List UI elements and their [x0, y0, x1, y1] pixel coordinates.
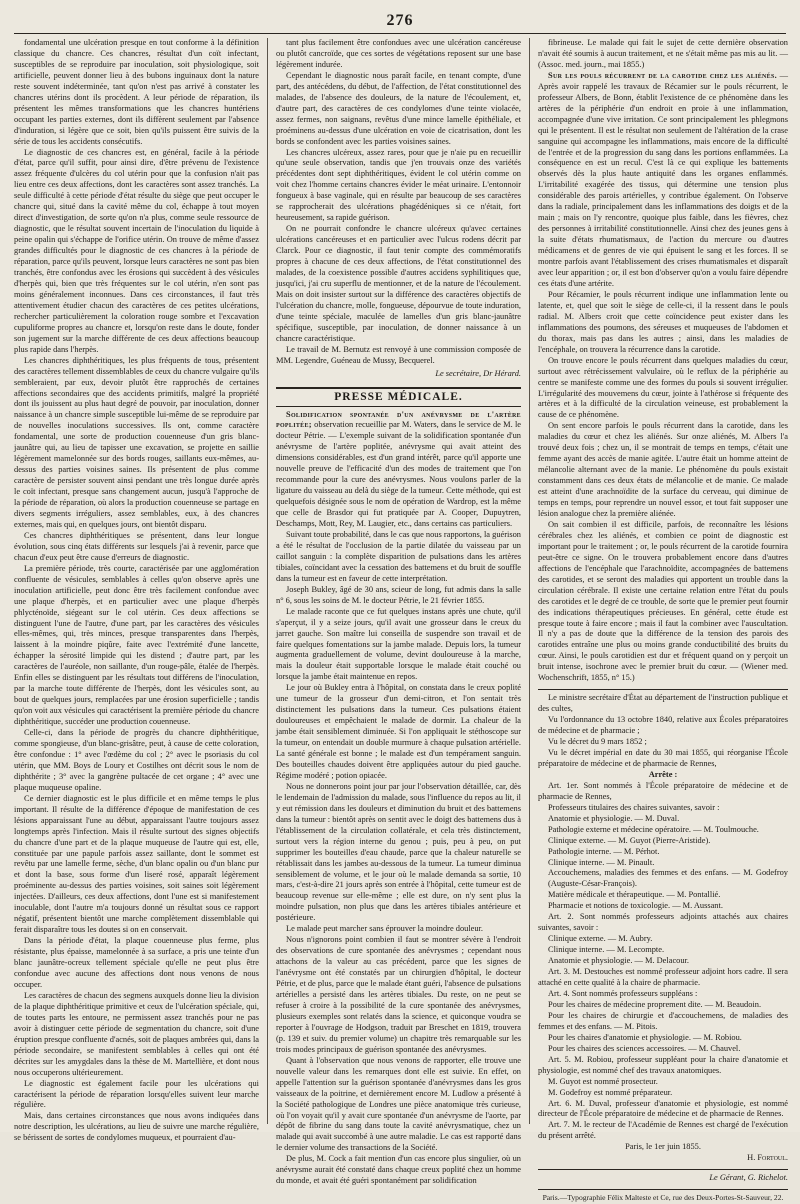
paragraph: Pour les chaires des sciences accessoires. — M. Chauvel.: [548, 1043, 741, 1053]
paragraph: Pour les chaires de chirurgie et d'accouchemens, de maladies des femmes et des enfans. — M. Pitois.: [538, 1010, 788, 1031]
col1-text: [14, 38, 259, 1144]
paragraph: Les chancres ulcéreux, assez rares, pour que je n'aie pu en recueillir qu'une seule observation, tandis que j'en trouvais onze des variétés précédentes dont sept diphthéritiques, évident le col utérin comme on voit chez l'homme certains chancres évider le méat urinaire. L'entonnoir fongueux à base vaginale, qui en résulte par beaucoup de ses caractères se rapprocherait des ulcérations phagédéniques si ce n'était, fort heureusement, sa rapide guérison.: [276, 147, 521, 223]
paragraph: Art. 3. M. Destouches est nommé professeur adjoint hors cadre. Il sera attaché en cette qualité à la chaire de pharmacie.: [538, 967, 788, 988]
paragraph: M. Guyot est nommé prosecteur.: [548, 1076, 658, 1086]
paragraph: Mais, dans certaines circonstances que nous avons indiquées dans notre description, les ulcérations, au lieu de suivre une marche régulière, se bérissent de sortes de condylomes muqueux, et pourraient d'au-: [14, 1111, 259, 1143]
paragraph: Joseph Bukley, âgé de 30 ans, scieur de long, fut admis dans la salle n° 6, sous les soins de M. le docteur Pétrie, le 21 février 1855.: [276, 584, 521, 605]
col3-top-text: [538, 38, 788, 71]
paragraph: Accouchemens, maladies des femmes et des enfans. — M. Godefroy (Auguste-César-François).: [548, 868, 788, 889]
paragraph: Nous ne donnerons point jour par jour l'observation détaillée, car, dès le lendemain de l'admission du malade, sous l'influence du repos au lit, il y eut rémission dans les douleurs et diminution du bruit et des battemens dans la tumeur : bientôt après on sentit avec le doigt des battemens dus à l'établissement de la circulation collatérale, et cela très distinctement, surtout vers la région interne du genou ; puis, peu à peu, on put supprimer les bouteilles d'eau chaude, parce que la chaleur naturelle se rétablissait dans les jambes au-dessous de la tumeur. La tumeur diminua sensiblement de volume, et le jour où le malade demanda sa sortie, 10 mars, c'est-à-dire 21 jours après son entrée à l'hôpital, cette tumeur est de beaucoup revenue sur elle-même ; elle est dure, on n'y sent plus la moindre pulsation, non plus que dans les artères tibiales antérieure et postérieure.: [276, 781, 521, 923]
column-divider-2: [529, 38, 530, 1124]
paragraph: La première période, très courte, caractérisée par une agglomération confluente de vésicules, semblables à celles qu'on observe après une inoculation artificielle, peut donc être très facilement confondue avec une plaque d'herpès, et en particulier avec une plaque d'herpès phlycténoïde, siégeant sur le col utérin. Ces deux affections se distinguent l'une de l'autre, d'une part, par les caractères des vésicules elles-mêmes, qui, très minces, presque transparentes dans l'herpès, laissent à la moindre piqûre, faite avec l'extrémité d'une lancette, échapper la sérosité limpide qui les distend ; d'autre part, par les caractères de l'auréole, non saillante, d'un rouge-pâle, étalée de l'herpès. Enfin elles se distinguent par les résultats tout différens de l'inoculation, par la marche toute différente de l'herpès, dont les vésicules sont, au bout de quelques jours, remplacées par une érosion superficielle ; tandis qu'on voit aux vésicules qui caractérisent la première période du chancre diphthéritique, succéder une production couenneuse.: [14, 563, 259, 727]
paragraph: Art. 6. M. Duval, professeur d'anatomie et physiologie, est nommé directeur de l'École préparatoire de médecine et de pharmacie de Rennes.: [538, 1098, 788, 1119]
decree-art1: Art. 1er. Sont nommés à l'École préparatoire de médecine et de pharmacie de Rennes,: [538, 780, 788, 801]
paragraph: Vu le décret du 9 mars 1852 ;: [548, 737, 647, 747]
col2-top-text: [276, 38, 521, 367]
article2-heading: Sur les pouls récurrent de la carotide chez les aliénés.: [548, 70, 777, 80]
column-2: [276, 38, 522, 1186]
article1-first: observation recueillie par M. Waters, dans le service de M. le docteur Pétrie. — L'exemple suivant de la solidification spontanée d'un anévrysme de l'artère poplitée, anévrysme qui avait atteint des dimensions considérables, est d'un grand intérêt, parce qu'il apporte une nouvelle preuve de l'efficacité d'un des modes de traitement que l'on recommande pour la cure des anévrysmes. Nous voulons parler de la ligature du vaisseau au delà du siège de la tumeur. Cette méthode, qui est quelquefois désignée sous le nom de opération de Wardrop, est la même que celle de Brasdor qui fut pratiquée par A. Cooper, Dupuytren, Deschamps, Mott, Rey, M. Laugier, etc., dans certains cas particuliers.: [276, 420, 522, 529]
paragraph: Ce dernier diagnostic est le plus difficile et en même temps le plus important. Il résulte de la différence d'époque de manifestation de ces lésions apparaissant l'une au début, apparaissant l'autre toujours assez longtemps après l'infection. Mais il résulte surtout des signes objectifs du chancre d'une part et de la plaque muqueuse de l'autre qui est, elle, constituée par une papule parfois assez saillante, dont le sommet est revêtu par une lamelle ferme, sèche, d'un blanc opalin ou d'un blanc pur et dont la base, sous forme d'un liseré rosé, apparaît légèrement proéminente au-dessus des parties voisines, soit saines soit légèrement injectées. D'ailleurs, ces deux affections, dont l'une est si manifestement inoculable, dont l'autre m'a toujours donné un résultat sous ce rapport négatif, présentent bientôt une marche complètement dissemblable qui ferait disparaître tous les doutes si on en conservait.: [14, 793, 259, 935]
article1-lead: [276, 410, 521, 530]
paragraph: Le diagnostic de ces chancres est, en général, facile à la période d'état, parce qu'il suffit, pour ainsi dire, d'être prévenu de l'existence assez fréquente d'ulcères du col utérin pour que la confusion n'ait pas lieu entre ces deux affections, dont les caractères sont assez tranchés. La seule difficulté à cette période d'état résulte du siège que peut occuper le chancre qui, situé dans la cavité même du col, échappe à tout moyen direct d'investigation, de sorte qu'on n'a plus, comme seule ressource de diagnostic, que le résultat souvent incertain de l'inoculation du liquide à peine opalin qui s'échappe de l'orifice utérin. On trouve de même d'assez grandes difficultés pour le diagnostic de ces chancres à la période de réparation, parce qu'ils peuvent, lorsque leurs caractères ne sont pas bien tranchés, être confondus avec les érosions qui succèdent à des vésicules d'herpès qui, bien que très fréquentes sur le col utérin, n'en sont pas moins généralement inconnues. Dans ces circonstances, il faut très attentivement étudier chacun des caractères de ces petites ulcérations, rechercher particulièrement la coloration rouge sombre et l'excavation cupuliforme propres au chancre et, lorsqu'on reste dans le doute, fonder son jugement sur la marche différente de ces deux affections beaucoup plus rapide dans l'herpès.: [14, 147, 259, 354]
paragraph: De plus, M. Cock a fait mention d'un cas encore plus singulier, où un anévrysme aurait été constaté dans chaque creux poplité chez un homme du monde, et avait été guéri spontanément par solidification: [276, 1154, 521, 1186]
secretary-signature: Le secrétaire, Dr Hérard.: [435, 368, 521, 378]
minister-signature: H. Fortoul.: [747, 1153, 788, 1163]
article1-heading: Solidification spontanée d'un anévrysme de l'artère poplitée;: [276, 409, 521, 430]
arrete-label: Arrête :: [648, 769, 678, 779]
paragraph: Le ministre secrétaire d'État au département de l'instruction publique et des cultes,: [538, 693, 788, 714]
col3-mid-text: [538, 290, 788, 684]
paragraph: Cependant le diagnostic nous paraît facile, en tenant compte, d'une part, des antécédens, du début, de l'affection, de l'état constitutionnel des malades, de l'absence des douleurs, de la nature de l'écoulement, et, d'autre part, des caractères de ces condylomes d'une teinte violacée, assez fermes, non saignans, revêtus d'une mince lamelle épithéliale, et proéminens au-dessus d'une ulcération en voie de cicatrisation, dont les bords se confondent avec les parties voisines saines.: [276, 70, 521, 146]
footer-rule: [538, 1169, 788, 1170]
paragraph: Art. 4. Sont nommés professeurs suppléans :: [548, 988, 698, 998]
footer-rule-2: [538, 1189, 788, 1190]
paragraph: Les chancres diphthéritiques, les plus fréquents de tous, présentent des caractères tellement dissemblables de ceux du chancre vulgaire qu'ils sembleraient, par eux, devoir plutôt être rapprochés de certaines affections secondaires que des accidents primitifs, malgré la propriété dont ils jouissent au plus haut degré de pouvoir, par inoculation, donner naissance à un chancre simple susceptible lui-même de se reproduire par de nouvelles inoculations successives. Ils ont, comme caractère fondamental, une sorte de production couenneuse d'un gris blanc-jaunâtre qui, au lieu de tapisser une excavation, se projette en saillie légèrement mamelonnée sur des bords rouges, saillants eux-mêmes, au-dessus des parties voisines saines. Ils présentent de plus comme caractère de persister souvent ainsi pendant une très longue durée après le coït infectant, presque sans changement aucun, jusqu'à l'approche de la période de réparation, où alors la production couenneuse se partage en divers segments irréguliers, assez semblables, eux, à des chancres externes, mais qui, en quelques jours, ont bientôt disparu.: [14, 355, 259, 529]
paragraph: On sent encore parfois le pouls récurrent dans la carotide, dans les maladies du cœur et chez les aliénés. Sur onze aliénés, M. Albers l'a trouvé deux fois ; chez un, il se montrait de temps en temps, c'était une femme ayant des accès de manie agitée. L'autre était un homme atteint de mélancolie alternant avec de la manie. Le phénomène du pouls existait constamment dans ces deux états de mélancolie et de manie. Ce malade est atteint d'une arachnoïdite de la surface du cerveau, qui diminue de temps en temps, pour reprendre un nouvel essor, et tout fait supposer une lésion analogue chez la première aliénée.: [538, 421, 788, 518]
paragraph: Clinique externe. — M. Aubry.: [548, 934, 653, 944]
paragraph: Clinique interne. — M. Lecompte.: [548, 945, 665, 955]
decree-intro: [538, 693, 788, 770]
decree-art2: Art. 2. Sont nommés professeurs adjoints attachés aux chaires suivantes, savoir :: [538, 912, 788, 933]
paragraph: On trouve encore le pouls récurrent dans quelques maladies du cœur, surtout avec rétrécissement valvulaire, où le reflux de la périphérie au centre se manifeste comme une des formes du pouls si souvent irrégulier. L'irrégularité des mouvemens du cœur, jointe à l'athérose si fréquente des artères et à la difficulté de la circulation veineuse, est probablement la cause de ce phénomène.: [538, 355, 788, 420]
article2-lead: [538, 71, 788, 290]
paragraph: Le malade raconte que ce fut quelques instans après une chute, qu'il s'aperçut, il y a seize jours, qu'il avait une grosseur dans le creux du jarret gauche. Son maître lui conseilla de suspendre son travail et de faire quelques fomentations sur la jambe malade. Depuis lors, la tumeur augmenta graduellement de volume, devint douloureuse à la marche, mais la douleur était supportable lorsque le malade était couché ou lorsque la jambe était maintenue en repos.: [276, 606, 521, 682]
paragraph: Nous n'ignorons point combien il faut se montrer sévère à l'endroit des observations de cure spontanée des anévrysmes ; cependant nous attachons de la valeur au cas précédent, parce que les signes de l'anévrysme ont été constatés par un chirurgien d'hôpital, le docteur Pétrie, et de plus, parce que le malade étant guéri, l'absence de pulsations artérielles a persisté dans les artères tibiales. Du reste, on ne peut se refuser à croire à la possibilité de la cure spontanée des anévrysmes, plusieurs exemples sont relatés dans la science, et quiconque voudra se reporter à l'ouvrage de Hodgson, traduit par Breschet en 1819, trouvera (p. 139 et suiv. du premier volume) un chapitre très remarquable sur les trois modes principaux de guérison spontanée des anévrysmes.: [276, 935, 521, 1054]
article2-first: — Après avoir rappelé les travaux de Récamier sur le pouls récurrent, le professeur Albers, de Bonn, établit l'existence de ce phénomène dans les artères de la périphérie d'un endroit en proie à une inflammation, accompagnée d'une vive irritation. Ce sont principalement les phlegmons qui le présentent. Il est le résultat non seulement de l'altération de la crase sanguine qui accompagne les inflammations, mais encore de la difficulté de l'entrée et de la progression du sang dans les portions enflammées. La conséquence en est un recul. C'est là ce qui explique les battements observés dès la plus haute antiquité dans les organes enflammés. L'irritabilité exagérée des tissus, qui détermine une tension plus considérable des parois artérielles, y contribue également. On l'observe dans la radiale, principalement dans les inflammations des doigts et de la main ; mais on l'y rencontre, quoique plus faible, dans les fièvres, chez des personnes à irritabilité constitutionnelle. Ainsi chez des jeunes gens à la suite d'états rhumatismaux, de l'action du mercure ou d'autres médicamens et de genres de vie qui épuisent le sang et les forces. Il se montre parfois avant l'établissement des crises rhumatismales et disparaît avec leur apparition ; or, il est bon d'observer qu'on a voulu faire dépendre ces états d'une artérite.: [538, 70, 789, 288]
paragraph: Le jour où Bukley entra à l'hôpital, on constata dans le creux poplité une tumeur de la grosseur d'un demi-citron, et l'on sentait très distinctement les pulsations dans la tumeur. Ces pulsations étaient douloureuses et empêchaient le malade de dormir. La chaleur de la jambe était sensiblement diminuée. Si l'on appliquait le stéthoscope sur la tumeur, on entendait un double murmure à chaque pulsation artérielle. La santé générale est bonne ; le malade est d'un tempérament sanguin. Des bouteilles chaudes doivent être appliquées autour du pied gauche. Régime modéré ; potion opiacée.: [276, 683, 521, 780]
col2-bottom-text: [276, 530, 521, 1187]
paragraph: Pour Récamier, le pouls récurrent indique une inflammation lente ou latente, et, quel que soit le siège de celle-ci, il la ressent dans le pouls radial. M. Albers croit que cette coïncidence peut exister dans les inflammations des poumons, des séreuses et muqueuses de l'abdomen et du thorax, mais pas dans les autres ; ainsi, dans les maladies de l'encéphale, on trouvera la récurrence dans la carotide.: [538, 289, 788, 354]
paragraph: Le malade peut marcher sans éprouver la moindre douleur.: [286, 924, 483, 934]
professors-title: Professeurs titulaires des chaires suivantes, savoir :: [548, 802, 720, 812]
paragraph: Pharmacie et notions de toxicologie. — M. Aussant.: [548, 901, 723, 911]
column-divider-1: [267, 38, 268, 1124]
adjoints-list: [538, 934, 788, 967]
paragraph: Vu le décret impérial en date du 30 mai 1855, qui réorganise l'École préparatoire de médecine et de pharmacie de Rennes,: [538, 748, 788, 768]
paragraph: Pour les chaires d'anatomie et physiologie. — M. Robiou.: [548, 1032, 742, 1042]
paragraph: Quant à l'observation que nous venons de rapporter, elle trouve une nouvelle valeur dans les remarques dont elle est suivie. En effet, on appelle l'attention sur la guérison spontanée d'anévrysmes dans les gros vaisseaux de la poitrine, et dernièrement encore M. Ludlow a présenté à la Société pathologique de Londres une pièce anatomique très curieuse, où l'on voyait qu'il y avait cure spontanée d'un anévrysme de l'aorte, par dépôt de fibrine du sang dans toute la cavité anévrysmatique, chez un malade qui avait succombé à une autre maladie. Le cas est rapporté dans le dernier volume des transactions de la Société.: [276, 1055, 521, 1153]
paragraph: On ne pourrait confondre le chancre ulcéreux qu'avec certaines ulcérations cancéreuses et en particulier avec l'ulcus rodens décrit par Clarck. Pour ce diagnostic, il faut tenir compte des commémoratifs propres à chacune de ces deux affections, de l'état constitutionnel des malades, de la coexistence possible d'autres accidens syphilitiques que, jusqu'ici, j'ai cru superflu de mentionner, et de la nature de l'écoulement. Mais on doit insister surtout sur la différence des caractères objectifs de l'ulcération du chancre, molle, fongueuse, dépourvue de toute induration, d'une teinte spéciale, maculée de lamelles d'un gris blanc-jaunâtre spécifique, susceptible, par inoculation, de donner naissance à un chancre caractéristique.: [276, 224, 521, 343]
paragraph: Vu l'ordonnance du 13 octobre 1840, relative aux Écoles préparatoires de médecine et de pharmacie ;: [538, 715, 788, 736]
section-title: PRESSE MÉDICALE.: [276, 387, 521, 407]
paragraph: Anatomie et physiologie. — M. Delacour.: [548, 956, 689, 966]
paragraph: Pathologie externe et médecine opératoire. — M. Toulmouche.: [548, 824, 759, 834]
paragraph: fibrineuse. Le malade qui fait le sujet de cette dernière observation n'avait été soumis à aucun traitement, et ne s'était même pas mis au lit. — (Assoc. med. journ., mai 1855.): [538, 38, 788, 69]
paragraph: Dans la période d'état, la plaque couenneuse plus ferme, plus résistante, plus épaisse, mamelonnée à sa surface, a pris une teinte d'un blanc jaunâtre-ocreux tellement spéciale qu'elle ne peut plus être confondue avec aucune des affections dont nous venons de nous occuper.: [14, 936, 259, 989]
page-number: 276: [386, 12, 414, 29]
paragraph: Clinique externe. — M. Guyot (Pierre-Aristide).: [548, 835, 711, 845]
paragraph: Ces chancres diphthéritiques se présentent, dans leur longue évolution, sous cinq états différents sur lesquels j'ai à revenir, parce que chacun d'eux peut être cause d'erreurs de diagnostic.: [14, 530, 259, 562]
paragraph: Les caractères de chacun des segmens auxquels donne lieu la division de la plaque diphthéritique primitive et ceux de l'ulcération spéciale, qui, de toutes parts les entoure, ne permissent assez tranchés pour ne pas avoir à distinguer cette période de segmentation du chancre, soit d'une éruption presque confluente d'acnés, soit de plaques ambrées qui, dans la période secondaire, se manifestent semblables à celles qui ont été décrites sur les amygdales dans la thèse de M. Martellière, et dont nous nous occuperons ultérieurement.: [14, 990, 259, 1077]
decree-date: Paris, le 1er juin 1855.: [625, 1142, 701, 1152]
paragraph: Suivant toute probabilité, dans le cas que nous rapportons, la guérison a été le résultat de l'occlusion de la partie dilatée du vaisseau par un caillot sanguin : la complète disparition de pulsations dans les artères tibiales, coïncidant avec la cessation des battemens et du bruit de souffle dans la tumeur est en faveur de cette interprétation.: [276, 529, 521, 583]
top-rule: [14, 33, 786, 34]
column-1: [14, 38, 259, 1143]
paragraph: Le travail de M. Bernutz est renvoyé à une commission composée de MM. Legendre, Guéneau de Mussy, Becquerel.: [276, 344, 521, 365]
paragraph: Anatomie et physiologie. — M. Duval.: [548, 813, 680, 823]
paragraph: M. Godefroy est nommé préparateur.: [548, 1087, 673, 1097]
decree-rest: [538, 967, 788, 1142]
paragraph: tant plus facilement être confondues avec une ulcération cancéreuse ou plutôt cancroïde, que ces sortes de végétations reposent sur une base légèrement indurée.: [276, 38, 521, 69]
paragraph: Art. 5. M. Robiou, professeur suppléant pour la chaire d'anatomie et physiologie, est nommé chef des travaux anatomiques.: [538, 1054, 788, 1075]
paragraph: Art. 7. M. le recteur de l'Académie de Rennes est chargé de l'exécution du présent arrêté.: [538, 1120, 788, 1141]
column-3: [538, 38, 789, 1203]
paragraph: fondamental une ulcération presque en tout conforme à la définition classique du chancre. Ces chancres, résultat d'un coït infectant, susceptibles de se reproduire par inoculation, soit physiologique, soit artificielle, peuvent donner lieu à des bubons inguinaux dont la nature reste souvent indéterminée, tant qu'on n'est pas arrivé à constater les chancres utérins dont ils procèdent. A leur période de réparation, ils présentent les mêmes transformations que les chancres huntériens occupant les parties externes, dont ils diffèrent seulement par l'absence d'induration, si légère que ce soit, bien qu'ils puissent être suivis de la série de tous les accidents consécutifs.: [14, 38, 259, 146]
paragraph: Matière médicale et thérapeutique. — M. Pontallié.: [548, 890, 721, 900]
printer-line: Paris.—Typographie Félix Malteste et Ce, rue des Deux-Portes-St-Sauveur, 22.: [542, 1193, 784, 1203]
paragraph: Pathologie interne. — M. Pérhot.: [548, 846, 660, 856]
paragraph: Le diagnostic est également facile pour les ulcérations qui caractérisent la période de réparation lorsqu'elles suivent leur marche régulière.: [14, 1078, 259, 1110]
professors-list: [538, 814, 788, 913]
paragraph: Pour les chaires de médecine proprement dite. — M. Beaudoin.: [548, 999, 762, 1009]
separator: [538, 689, 788, 690]
paragraph: On sait combien il est difficile, parfois, de reconnaître les lésions cérébrales chez les aliénés, et combien ce point de diagnostic est important pour le traitement ; or, le pouls récurrent de la carotide fournira peut-être ce signe. On le trouvera probablement encore dans d'autres affections de l'encéphale que l'arachnoïdite, accompagnées de battemens des carotides, et se seront des maladies qui apportent un trouble dans la circulation cérébrale. Il existe une certaine relation entre l'état du pouls des carotides et le degré de ce trouble, de sorte que le premier peut fournir des indications thérapeutiques précieuses. En général, cette étude est presque toute à faire encore ; mais il faut la combiner avec l'auscultation. Il n'y a pas de doute que la différence de la tension des parois des carotides entraîne une plus ou moins grande conductibilité des bruits du cœur. Ainsi, le pouls carotidien est dur et fréquent quand on y perçoit un bruit intense, isochrone avec le premier bruit du cœur. — (Wiener med. Wochenschrift, 1855, n° 15.): [538, 519, 788, 683]
paragraph: Celle-ci, dans la période de progrès du chancre diphthéritique, comme spongieuse, d'un blanc-grisâtre, peut, à cause de cette coloration, être confondue : 1° avec l'œdème du col ; 2° avec le psoriasis du col utérin, que MM. Boys de Loury et Costilhes ont décrit sous le nom de diphthérite ; 3° avec la gangrène pultacée de cet organe ; 4° avec une plaque muqueuse opaline.: [14, 728, 259, 792]
gerant-line: Le Gérant, G. Richelot.: [709, 1173, 788, 1183]
paragraph: Clinique interne. — M. Pinault.: [548, 857, 655, 867]
